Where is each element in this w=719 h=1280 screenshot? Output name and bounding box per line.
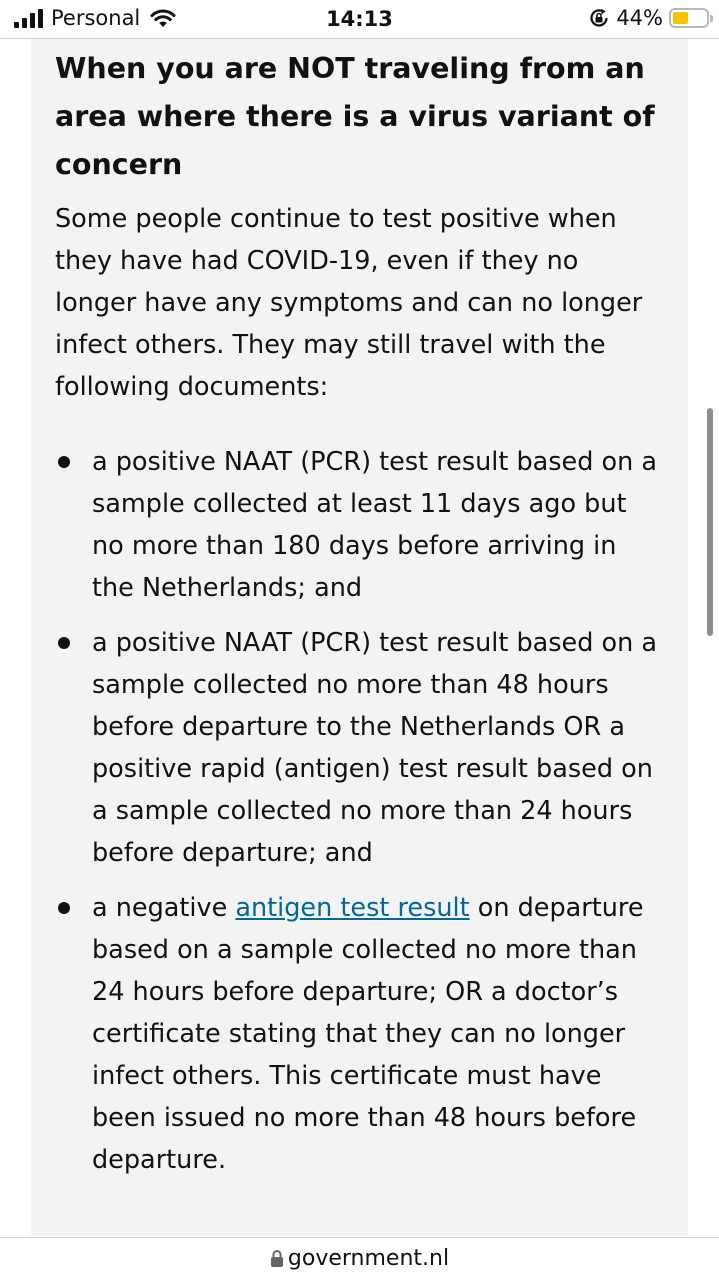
intro-paragraph: Some people continue to test positive when they have had COVID-19, even if they no longer have any symptoms and can no longer infect others. They may still travel with the following documents: bbox=[55, 204, 643, 402]
carrier-name: Personal bbox=[51, 6, 141, 30]
list-item-text-before-link: a negative bbox=[92, 893, 236, 923]
scrollbar-thumb[interactable] bbox=[707, 408, 713, 636]
status-right bbox=[588, 6, 709, 30]
bullet-icon bbox=[58, 637, 70, 649]
content-panel bbox=[31, 39, 688, 1237]
status-time: 14:13 bbox=[326, 7, 393, 31]
antigen-test-result-link[interactable]: antigen test result bbox=[235, 893, 470, 923]
wifi-icon bbox=[150, 8, 176, 28]
list-item-text: a positive NAAT (PCR) test result based on a sample collected at least 11 days ago but no more than 180 days before arriving in the Netherlands; and bbox=[92, 447, 658, 603]
orientation-lock-icon bbox=[588, 7, 610, 29]
url-display[interactable] bbox=[0, 1246, 719, 1271]
status-left bbox=[14, 6, 176, 30]
documents-list bbox=[31, 441, 688, 1194]
list-item-text: a positive NAAT (PCR) test result based on a sample collected no more than 48 hours before departure to the Netherlands OR a positive rapid (antigen) test result based on a sample collected no more than 24 hours before departure; and bbox=[92, 628, 658, 868]
battery-percent: 44% bbox=[616, 6, 663, 30]
section-heading: When you are NOT traveling from an area where there is a virus variant of concern bbox=[55, 52, 655, 181]
url-bar[interactable] bbox=[0, 1237, 719, 1280]
battery-fill bbox=[673, 12, 688, 24]
list-item bbox=[31, 887, 661, 1181]
bullet-icon bbox=[58, 902, 70, 914]
list-item bbox=[31, 441, 661, 609]
url-domain: government.nl bbox=[287, 1246, 450, 1271]
battery-icon bbox=[669, 8, 709, 28]
bullet-icon bbox=[58, 456, 70, 468]
signal-icon bbox=[14, 8, 43, 28]
list-item-text-after-link: on departure based on a sample collected no more than 24 hours before departure; OR a doctor’s certificate stating that they can no longer infect others. This certificate must have been issued no more than 48 hours before departure. bbox=[92, 893, 644, 1175]
list-item bbox=[31, 622, 661, 874]
status-bar bbox=[0, 0, 719, 40]
padlock-icon bbox=[270, 1249, 284, 1268]
